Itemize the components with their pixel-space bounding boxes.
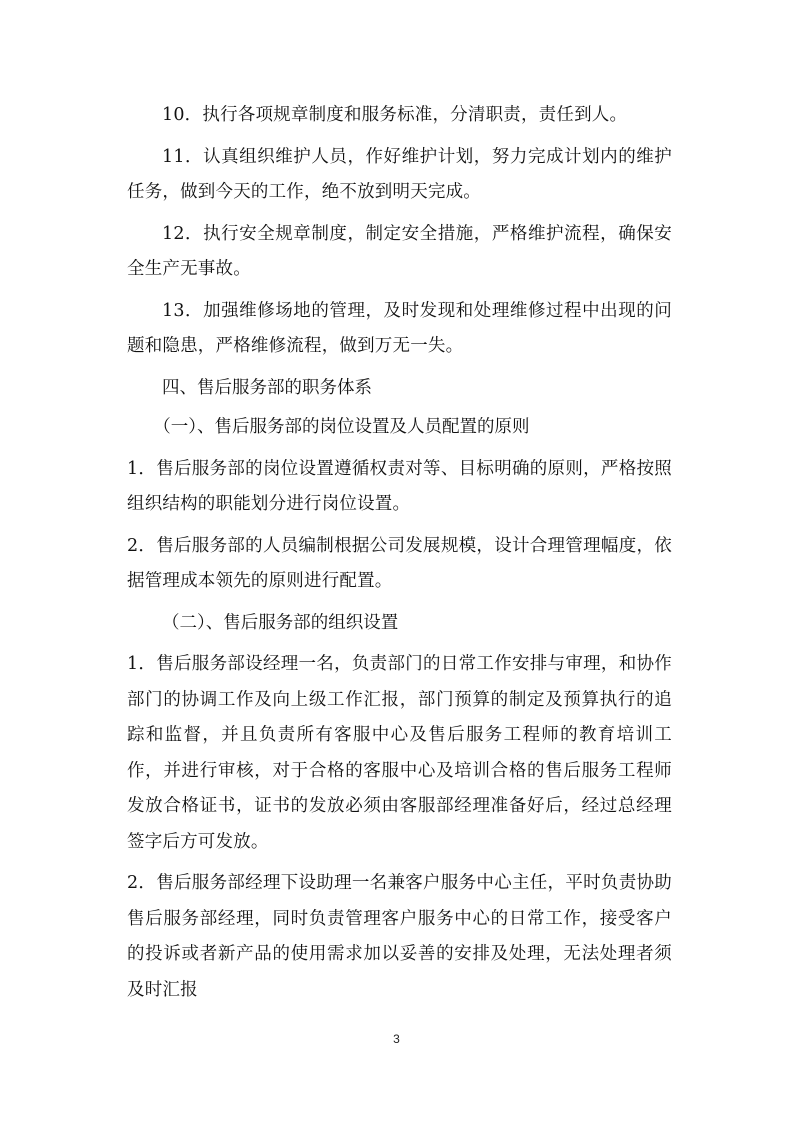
paragraph-item-12: 12．执行安全规章制度，制定安全措施，严格维护流程，确保安全生产无事故。 bbox=[127, 223, 672, 279]
paragraph-item-11: 11．认真组织维护人员，作好维护计划，努力完成计划内的维护任务，做到今天的工作，绝不放到明天完成。 bbox=[127, 146, 672, 202]
paragraph-item-10: 10．执行各项规章制度和服务标准，分清职责，责任到人。 bbox=[162, 105, 628, 125]
principle-item-2: 2．售后服务部的人员编制根据公司发展规模，设计合理管理幅度，依据管理成本领先的原则进行配置。 bbox=[127, 535, 672, 591]
org-item-2: 2．售后服务部经理下设助理一名兼客户服务中心主任，平时负责协助售后服务部经理，同时负责管理客户服务中心的日常工作，接受客户的投诉或者新产品的使用需求加以妥善的安排及处理，无法处理者须及时汇报 bbox=[127, 873, 672, 1000]
page-number: 3 bbox=[393, 1032, 400, 1046]
principle-item-1: 1．售后服务部的岗位设置遵循权责对等、目标明确的原则，严格按照组织结构的职能划分进行岗位设置。 bbox=[127, 458, 672, 514]
paragraph-item-13: 13．加强维修场地的管理，及时发现和处理维修过程中出现的问题和隐患，严格维修流程，做到万无一失。 bbox=[127, 300, 672, 356]
document-body bbox=[127, 98, 672, 1008]
org-item-1: 1．售后服务部设经理一名，负责部门的日常工作安排与审理，和协作部门的协调工作及向上级工作汇报，部门预算的制定及预算执行的追踪和监督，并且负责所有客服中心及售后服务工程师的教育培训工作，并进行审核，对于合格的客服中心及培训合格的售后服务工程师发放合格证书，证书的发放必须由客服部经理准备好后，经过总经理签字后方可发放。 bbox=[127, 654, 672, 852]
section-heading-four: 四、售后服务部的职务体系 bbox=[162, 377, 372, 398]
subsection-heading-two: （二）、售后服务部的组织设置 bbox=[162, 612, 399, 633]
subsection-heading-one: （一）、售后服务部的岗位设置及人员配置的原则 bbox=[153, 417, 530, 437]
